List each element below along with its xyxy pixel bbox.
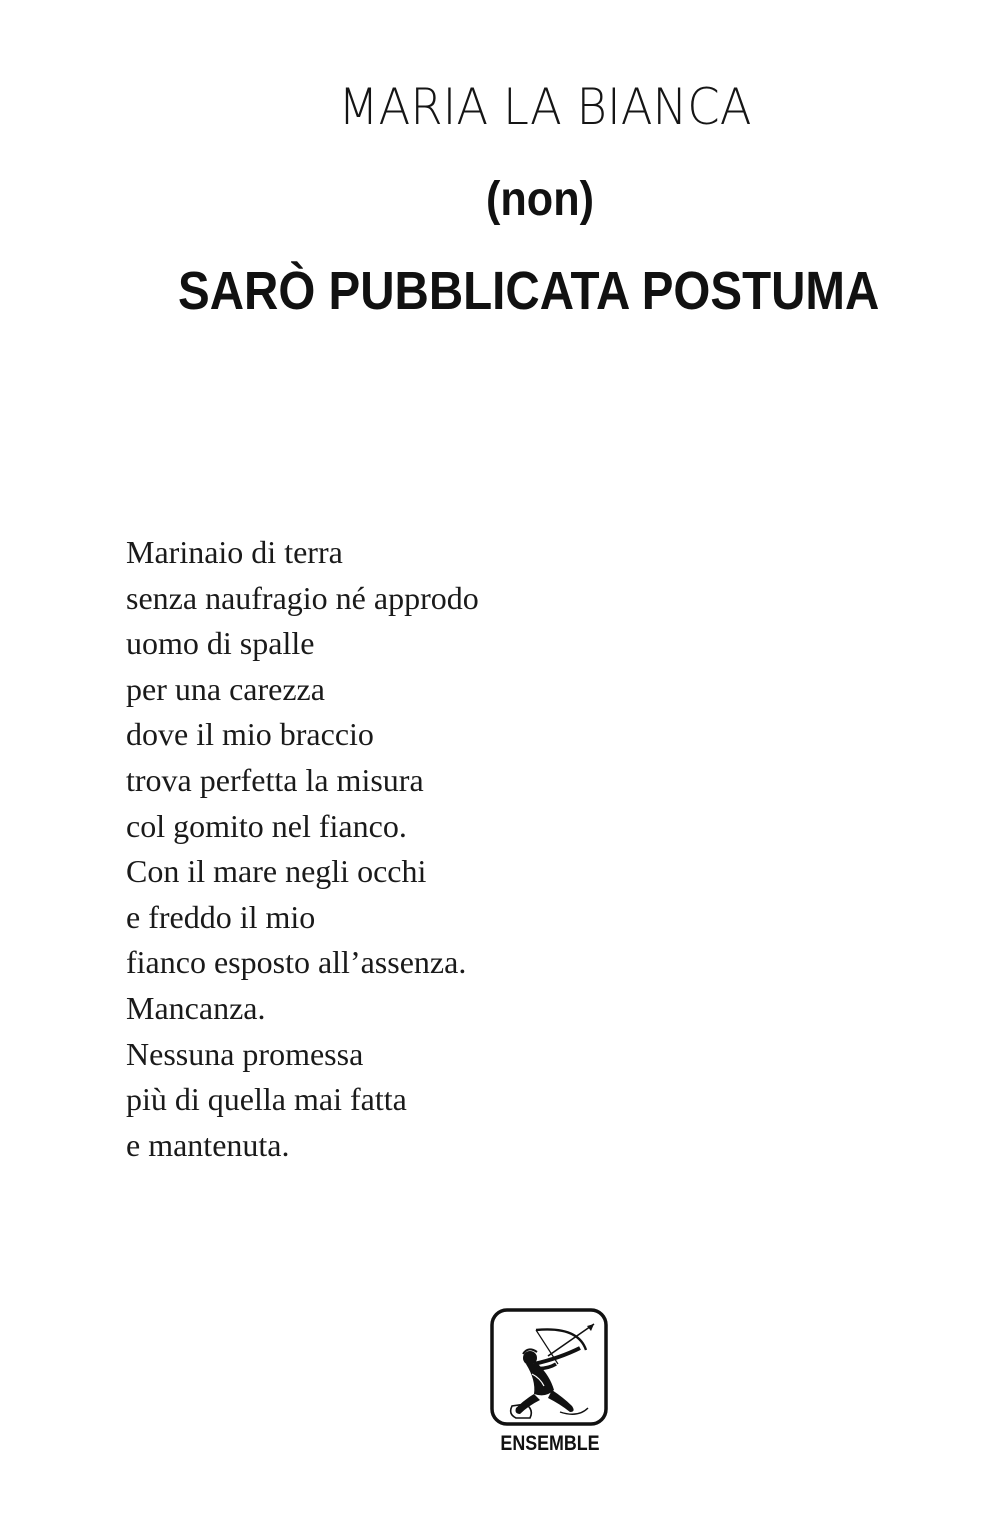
poem-line: senza naufragio né approdo (126, 579, 479, 616)
poem-line: uomo di spalle (126, 625, 315, 662)
title-prefix: (non) (486, 173, 594, 226)
archer-logo-icon (490, 1308, 608, 1426)
poem-line: fianco esposto all’assenza. (126, 944, 467, 981)
poem-line: e mantenuta. (126, 1126, 290, 1163)
poem-line: Con il mare negli occhi (126, 853, 427, 890)
poem-line: Marinaio di terra (126, 534, 343, 570)
poem-line: col gomito nel fianco. (126, 807, 407, 844)
poem-line: Mancanza. (126, 989, 266, 1026)
poem-line: Nessuna promessa (126, 1035, 364, 1072)
poem-line: più di quella mai fatta (126, 1081, 407, 1118)
author-name: MARIA LA BIANCA (338, 78, 752, 136)
publisher-name: ENSEMBLE (500, 1432, 600, 1455)
book-title: SARÒ PUBBLICATA POSTUMA (178, 261, 880, 321)
poem-line: dove il mio braccio (126, 716, 374, 753)
poem-line: per una carezza (126, 670, 325, 707)
poem-line: trova perfetta la misura (126, 761, 424, 798)
poem-text (126, 530, 726, 1168)
poem-line: e freddo il mio (126, 898, 316, 935)
